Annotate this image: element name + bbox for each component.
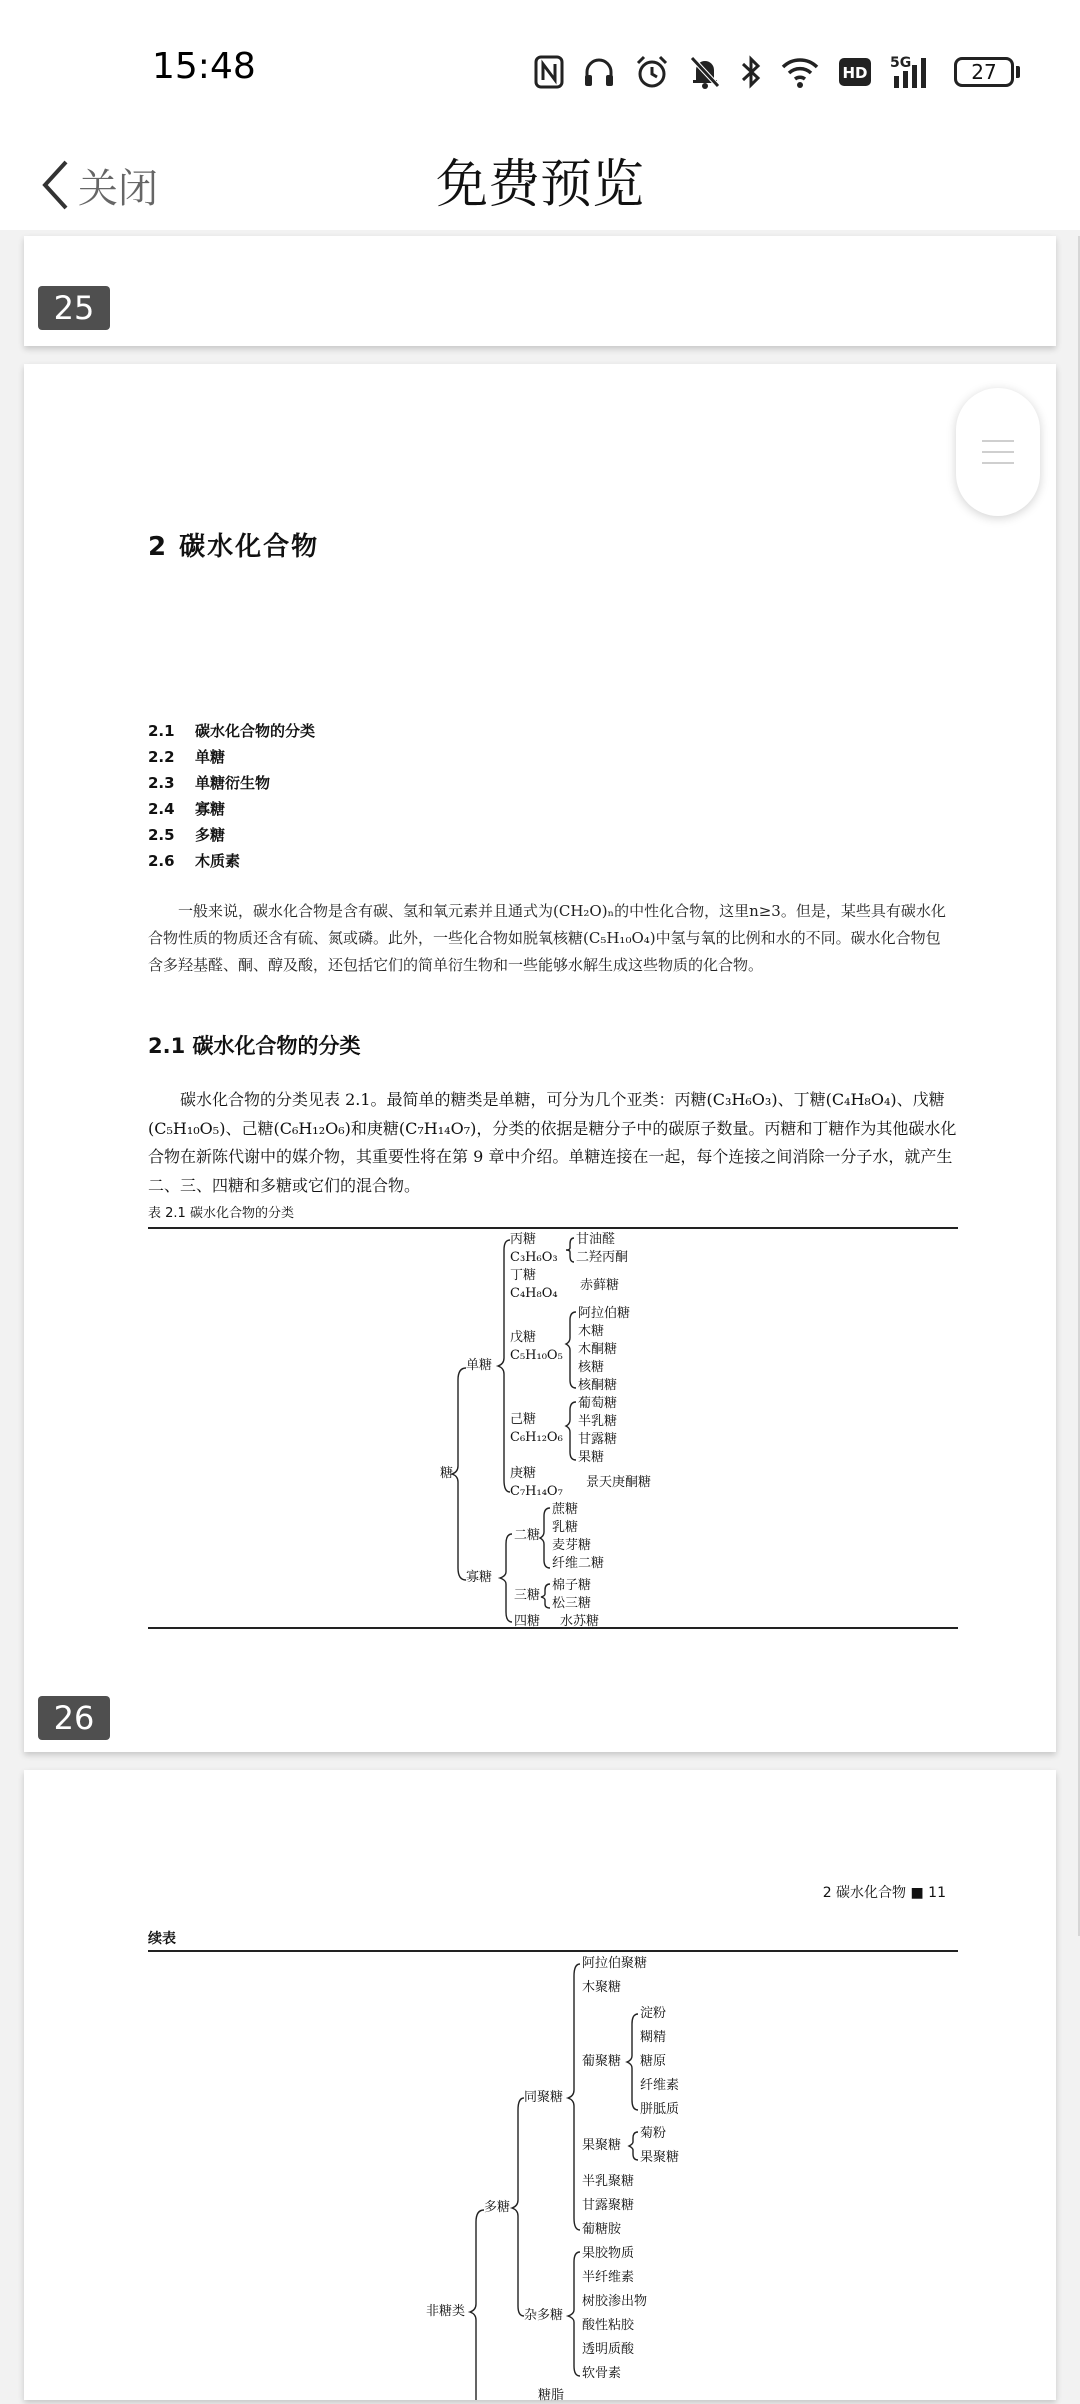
- tree-leaf: 菊粉: [640, 2126, 667, 2141]
- toc-item[interactable]: 2.6 木质素: [148, 852, 241, 870]
- tree-node: C₅H₁₀O₅: [510, 1348, 563, 1363]
- section-body: 碳水化合物的分类见表 2.1。最简单的糖类是单糖，可分为几个亚类：丙糖(C₃H₆O₃)、丁糖(C₄H₈O₄)、戊糖(C₅H₁₀O₅)、己糖(C₆H₁₂O₆)和庚糖(C₇H₁₄O₇)，分类的依据是糖分子中的碳原子数量。丙糖和丁糖作为其他碳水化合物在新陈代谢中的媒介物，其重要性将在第 9 章中介绍。单糖连接在一起，每个连接之间消除一分子水，就产生二、三、四糖和多糖或它们的混合物。: [148, 1090, 957, 1195]
- tree-node: C₆H₁₂O₆: [510, 1430, 563, 1445]
- toc-item[interactable]: 2.1 碳水化合物的分类: [148, 722, 316, 740]
- tree-leaf: 甘露聚糖: [582, 2198, 635, 2213]
- tree-leaf: 核酮糖: [578, 1378, 618, 1393]
- tree-leaf: 阿拉伯聚糖: [582, 1956, 648, 1971]
- tree-node: 果聚糖: [582, 2138, 622, 2153]
- tree-leaf: 甘露糖: [578, 1432, 618, 1447]
- tree-leaf: 软骨素: [582, 2366, 622, 2381]
- tree-leaf: 乳糖: [552, 1520, 579, 1535]
- table-caption: 表 2.1 碳水化合物的分类: [148, 1206, 294, 1221]
- tree-node: 二糖: [514, 1528, 541, 1543]
- page-number-25: 25: [38, 286, 110, 330]
- status-time: 15:48: [152, 46, 256, 87]
- tree-leaf: 蔗糖: [552, 1502, 579, 1517]
- tree-leaf: 胼胝质: [640, 2102, 680, 2117]
- toc-item[interactable]: 2.3 单糖衍生物: [148, 774, 271, 792]
- tree-leaf: 二羟丙酮: [576, 1250, 629, 1265]
- tree-root: 糖: [440, 1466, 454, 1481]
- tree-leaf: 棉子糖: [552, 1578, 592, 1593]
- tree-leaf: 甘油醛: [576, 1232, 616, 1247]
- section-title: 2.1 碳水化合物的分类: [148, 1034, 361, 1058]
- tree-node: C₄H₈O₄: [510, 1286, 558, 1301]
- table-continued-label: 续表: [148, 1931, 176, 1947]
- tree-leaf: 半乳聚糖: [582, 2174, 635, 2189]
- tree-leaf: 果胶物质: [582, 2246, 635, 2261]
- tree-node: 糖脂: [538, 2388, 565, 2403]
- tree-node: C₇H₁₄O₇: [510, 1484, 563, 1499]
- tree-root: 非糖类: [426, 2304, 466, 2319]
- tree-node: 己糖: [510, 1412, 537, 1427]
- tree-leaf: 赤藓糖: [580, 1278, 620, 1293]
- tree-node: 丁糖: [510, 1268, 537, 1283]
- tree-leaf: 麦芽糖: [552, 1538, 592, 1553]
- tree-node: 三糖: [514, 1588, 541, 1603]
- tree-leaf: 酸性粘胶: [582, 2318, 635, 2333]
- svg-text:5G: 5G: [890, 55, 912, 71]
- tree-node: 庚糖: [510, 1466, 537, 1481]
- tree-node: 杂多糖: [524, 2308, 564, 2323]
- tree-leaf: 半乳糖: [578, 1414, 618, 1429]
- tree-leaf: 果糖: [578, 1450, 605, 1465]
- tree-leaf: 阿拉伯糖: [578, 1306, 631, 1321]
- scroll-handle[interactable]: [956, 388, 1040, 516]
- tree-node: 丙糖: [510, 1232, 537, 1247]
- toc-item[interactable]: 2.2 单糖: [148, 748, 226, 766]
- tree-leaf: 果聚糖: [640, 2150, 680, 2165]
- toc-item[interactable]: 2.5 多糖: [148, 826, 226, 844]
- svg-text:HD: HD: [842, 64, 868, 82]
- page-number-26: 26: [38, 1696, 110, 1740]
- tree-node: 寡糖: [466, 1570, 493, 1585]
- tree-leaf: 半纤维素: [582, 2270, 635, 2285]
- chapter-title: 2 碳水化合物: [148, 532, 320, 562]
- tree-leaf: 木糖: [578, 1324, 605, 1339]
- tree-leaf: 葡糖胺: [582, 2222, 622, 2237]
- tree-leaf: 水苏糖: [560, 1614, 600, 1629]
- battery-level: 27: [954, 57, 1014, 87]
- tree-node: 葡聚糖: [582, 2054, 622, 2069]
- page-title: 免费预览: [435, 155, 644, 215]
- tree-leaf: 核糖: [578, 1360, 605, 1375]
- tree-leaf: 木酮糖: [578, 1342, 618, 1357]
- toc-item[interactable]: 2.4 寡糖: [148, 800, 226, 818]
- chapter-intro: 一般来说，碳水化合物是含有碳、氢和氧元素并且通式为(CH₂O)ₙ的中性化合物，这里n≥3。但是，某些具有碳水化合物性质的物质还含有硫、氮或磷。此外，一些化合物如脱氧核糖(C₅H₁₀O₄)中氢与氧的比例和水的不同。碳水化合物包含多羟基醛、酮、醇及酸，还包括它们的简单衍生物和一些能够水解生成这些物质的化合物。: [148, 902, 946, 974]
- tree-leaf: 纤维二糖: [552, 1556, 605, 1571]
- running-head: 2 碳水化合物 ■ 11: [822, 1885, 946, 1901]
- tree-leaf: 松三糖: [552, 1596, 592, 1611]
- tree-leaf: 糊精: [640, 2030, 667, 2045]
- tree-node: 四糖: [514, 1614, 541, 1629]
- tree-leaf: 木聚糖: [582, 1980, 622, 1995]
- tree-node: 同聚糖: [524, 2090, 564, 2105]
- tree-leaf: 糖原: [640, 2054, 667, 2069]
- tree-node: 多糖: [484, 2200, 511, 2215]
- tree-leaf: 纤维素: [640, 2078, 680, 2093]
- tree-node: 戊糖: [510, 1330, 537, 1345]
- tree-leaf: 透明质酸: [582, 2342, 635, 2357]
- close-label: 关闭: [78, 165, 158, 212]
- tree-node: 单糖: [466, 1358, 493, 1373]
- tree-leaf: 葡萄糖: [578, 1396, 618, 1411]
- tree-node: C₃H₆O₃: [510, 1250, 558, 1265]
- tree-leaf: 淀粉: [640, 2006, 667, 2021]
- tree-leaf: 树胶渗出物: [582, 2294, 648, 2309]
- tree-leaf: 景天庚酮糖: [586, 1475, 652, 1490]
